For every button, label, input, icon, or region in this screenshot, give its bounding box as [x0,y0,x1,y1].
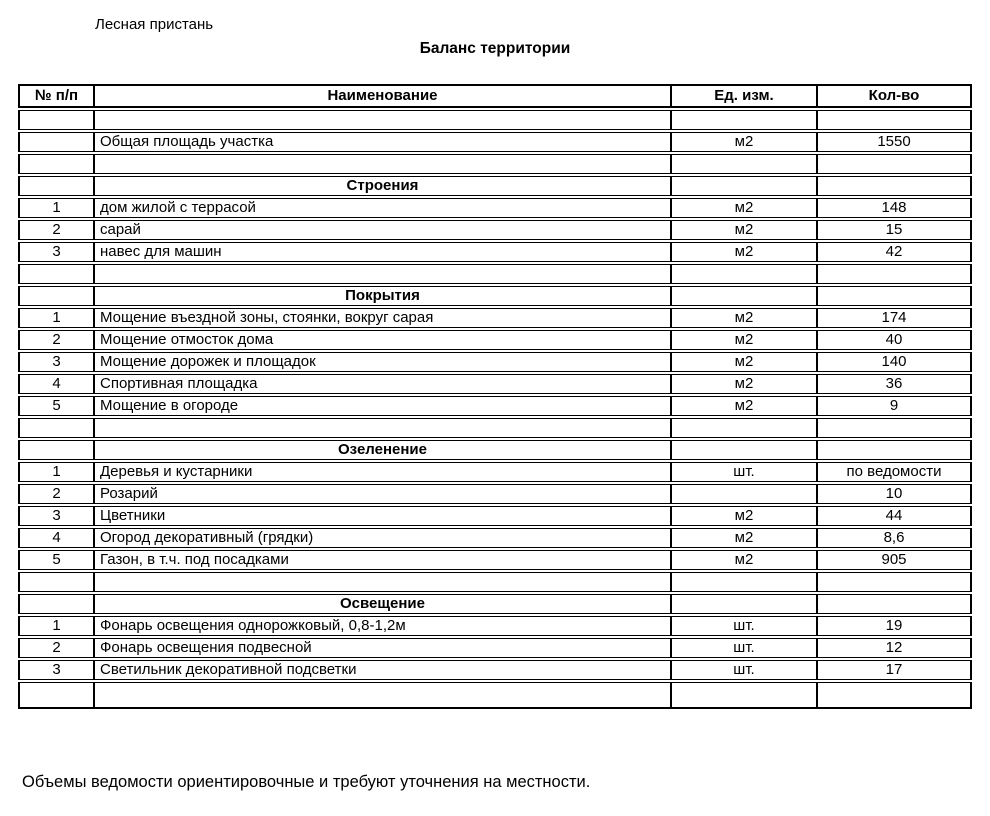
column-header-number: № п/п [18,84,95,108]
unit-cell [672,286,818,306]
header-row [18,84,972,108]
quantity-cell: 15 [818,220,972,240]
section-header-row [18,286,972,306]
unit-cell [672,110,818,130]
unit-cell: м2 [672,550,818,570]
quantity-cell [818,110,972,130]
project-name-label: Лесная пристань [95,16,214,33]
unit-cell [672,418,818,438]
table-row [18,308,972,328]
section-title-cell: Строения [95,176,672,196]
section-title-cell: Озеленение [95,440,672,460]
territory-balance-table [18,82,972,711]
item-number-cell: 1 [18,462,95,482]
table-row [18,616,972,636]
item-number-cell [18,418,95,438]
quantity-cell: 140 [818,352,972,372]
item-number-cell: 2 [18,220,95,240]
unit-cell [672,484,818,504]
spacer-row [18,682,972,709]
table-row [18,396,972,416]
quantity-cell: 36 [818,374,972,394]
quantity-cell: 148 [818,198,972,218]
item-name-cell: Газон, в т.ч. под посадками [95,550,672,570]
column-header-unit: Ед. изм. [672,84,818,108]
section-title-cell: Освещение [95,594,672,614]
footnote-text: Объемы ведомости ориентировочные и требуют уточнения на местности. [22,773,591,791]
item-name-cell: Деревья и кустарники [95,462,672,482]
item-number-cell: 2 [18,484,95,504]
table-row [18,550,972,570]
unit-cell [672,572,818,592]
table-row [18,352,972,372]
item-name-cell: Мощение въездной зоны, стоянки, вокруг сарая [95,308,672,328]
item-number-cell: 1 [18,616,95,636]
unit-cell [672,264,818,284]
item-number-cell: 3 [18,352,95,372]
section-header-row [18,176,972,196]
quantity-cell [818,154,972,174]
item-number-cell: 3 [18,506,95,526]
unit-cell: м2 [672,528,818,548]
unit-cell [672,594,818,614]
item-name-cell: Розарий [95,484,672,504]
quantity-cell: по ведомости [818,462,972,482]
item-number-cell: 5 [18,550,95,570]
quantity-cell: 17 [818,660,972,680]
section-header-row [18,594,972,614]
quantity-cell [818,594,972,614]
quantity-cell: 44 [818,506,972,526]
spacer-row [18,154,972,174]
unit-cell: м2 [672,352,818,372]
quantity-cell: 10 [818,484,972,504]
table-row [18,330,972,350]
table-row [18,220,972,240]
item-name-cell [95,418,672,438]
unit-cell [672,176,818,196]
spacer-row [18,572,972,592]
quantity-cell [818,176,972,196]
quantity-cell [818,418,972,438]
table-row [18,462,972,482]
quantity-cell [818,682,972,709]
unit-cell [672,440,818,460]
unit-cell: м2 [672,198,818,218]
quantity-cell [818,440,972,460]
table-row [18,198,972,218]
section-title-cell: Покрытия [95,286,672,306]
unit-cell: м2 [672,242,818,262]
item-name-cell: Общая площадь участка [95,132,672,152]
item-name-cell: Спортивная площадка [95,374,672,394]
balance-table-body [18,110,972,709]
item-name-cell: сарай [95,220,672,240]
unit-cell: м2 [672,374,818,394]
item-number-cell [18,132,95,152]
quantity-cell: 1550 [818,132,972,152]
item-name-cell [95,682,672,709]
unit-cell: м2 [672,506,818,526]
table-row [18,132,972,152]
quantity-cell: 12 [818,638,972,658]
unit-cell: м2 [672,132,818,152]
item-number-cell [18,594,95,614]
item-number-cell: 4 [18,528,95,548]
spacer-row [18,264,972,284]
item-number-cell: 3 [18,660,95,680]
table-row [18,528,972,548]
quantity-cell: 174 [818,308,972,328]
item-number-cell: 4 [18,374,95,394]
quantity-cell: 42 [818,242,972,262]
item-number-cell: 2 [18,638,95,658]
item-name-cell: Светильник декоративной подсветки [95,660,672,680]
table-row [18,660,972,680]
unit-cell: шт. [672,616,818,636]
item-name-cell [95,154,672,174]
item-number-cell [18,110,95,130]
unit-cell [672,682,818,709]
item-name-cell: Мощение дорожек и площадок [95,352,672,372]
item-name-cell: Мощение в огороде [95,396,672,416]
item-number-cell: 1 [18,198,95,218]
page-title: Баланс территории [419,40,571,57]
table-row [18,484,972,504]
table-row [18,638,972,658]
unit-cell [672,154,818,174]
table-row [18,242,972,262]
item-name-cell: Мощение отмосток дома [95,330,672,350]
unit-cell: шт. [672,638,818,658]
quantity-cell: 905 [818,550,972,570]
table-row [18,506,972,526]
item-name-cell [95,572,672,592]
item-number-cell: 2 [18,330,95,350]
item-name-cell: Фонарь освещения подвесной [95,638,672,658]
table-row [18,374,972,394]
unit-cell: м2 [672,308,818,328]
item-number-cell [18,286,95,306]
item-name-cell [95,110,672,130]
item-number-cell [18,572,95,592]
column-header-quantity: Кол-во [818,84,972,108]
unit-cell: м2 [672,330,818,350]
unit-cell: м2 [672,396,818,416]
spacer-row [18,110,972,130]
unit-cell: шт. [672,462,818,482]
column-header-name: Наименование [95,84,672,108]
spacer-row [18,418,972,438]
item-number-cell [18,682,95,709]
item-name-cell: дом жилой с террасой [95,198,672,218]
quantity-cell [818,572,972,592]
item-name-cell: Фонарь освещения однорожковый, 0,8-1,2м [95,616,672,636]
item-number-cell [18,440,95,460]
item-name-cell: Огород декоративный (грядки) [95,528,672,548]
item-number-cell [18,154,95,174]
item-number-cell [18,176,95,196]
table-header [18,84,972,108]
item-name-cell: навес для машин [95,242,672,262]
quantity-cell [818,264,972,284]
item-name-cell [95,264,672,284]
item-number-cell [18,264,95,284]
quantity-cell: 9 [818,396,972,416]
item-number-cell: 3 [18,242,95,262]
unit-cell: шт. [672,660,818,680]
quantity-cell: 19 [818,616,972,636]
item-name-cell: Цветники [95,506,672,526]
item-number-cell: 5 [18,396,95,416]
quantity-cell: 8,6 [818,528,972,548]
quantity-cell [818,286,972,306]
unit-cell: м2 [672,220,818,240]
quantity-cell: 40 [818,330,972,350]
item-number-cell: 1 [18,308,95,328]
section-header-row [18,440,972,460]
